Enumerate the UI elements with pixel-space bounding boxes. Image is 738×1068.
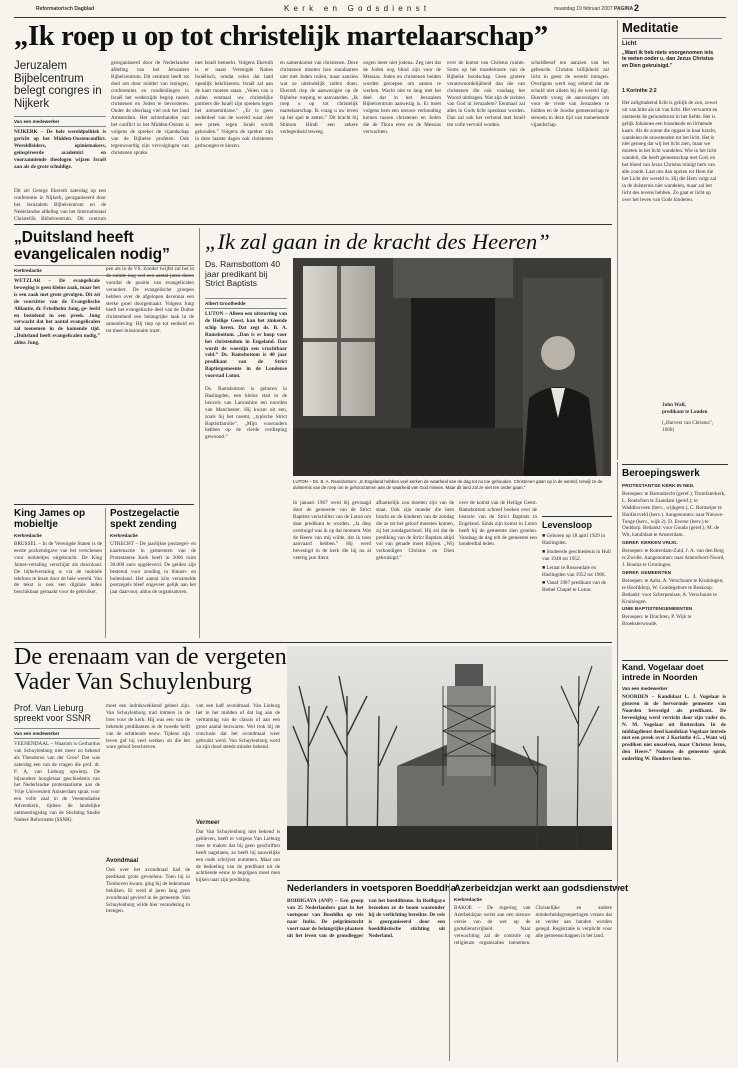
levensloop-item-4: ■ Vanaf 1967 predikant van de Bethel Chapel te Luton. <box>542 580 606 594</box>
hoofdplaat-photo-art <box>287 646 612 850</box>
middle-rule <box>14 642 612 643</box>
masthead-rule <box>14 17 726 18</box>
vermeer-head: Vermeer <box>196 820 220 826</box>
deck-rule <box>14 116 106 117</box>
meditatie-author: John Wall, <box>662 402 686 408</box>
heeren-col2: In januari 1967 werd hij gevraagd door de gemeente van de Strict Baptists verschillen van de Luton om daar predikant te worden. „Ja diep overtuigd was ik op dat moment. Wat de Heere van mij wilde, dat ik toen aanvaard hebben.” Hij werd bevestigd in de kerk die hij nu al veertig jaar dient. <box>293 500 371 562</box>
postzegel-headline: Postzegelactie spekt zending <box>110 508 180 530</box>
heeren-col1: Ds. Ramsbottom is geboren in Haslingden, een kleine stad in de heuvels van Lancashire ten noorden van Manchester. Hij kwam uit een, zoals hij het noemt, „typische Strict Baptistfamilie”. „Mijn voorouders hebben op de vierde verdieping gewoond.” <box>205 386 287 441</box>
meditatie-rule <box>622 38 722 39</box>
beroep-top-rule <box>622 464 728 465</box>
duitsland-col2: pen als in de VS. Zonder twijfel zal het in de ruimte nog wel een aantal jaren duren voordat de positie van evangelicalen verandert. De evangelische groepen hebben over de afgelopen decennia een sterke groei doorgemaakt. Volgens Jung heeft het evangelische deel van de Duitse christenheid een belangrijke taak in de samenleving. Hij riep op tot eenheid en tot meer missionaire inzet. <box>106 266 194 335</box>
kingjames-body: BRUSSEL – In de Verenigde Staten is de eerste pocketuitgave van het verschenen voor mobieltjes uitgebracht. De King James-vertaling verschijnt als download. De bijbelvertaling is via de mobiele telefoon te lezen door de hele wereld. Van de tekst is ook een digitale index beschikbaar gemaakt voor de gebruiker. <box>14 541 102 596</box>
duitsland-headline: „Duitsland heeft evangelicalen nodig” <box>14 229 170 263</box>
heeren-col4: over de komst van de Heilige Geest. Ramsbottom schreef boeken over de historie van de Strict Baptists in Engeland. Sinds zijn komst in Luton heeft hij de gemeente zien groeien. Vandaag de dag telt de gemeente een honderdtal leden. <box>459 500 537 548</box>
avondmaal-head: Avondmaal <box>106 858 139 864</box>
byline-rule <box>14 126 106 127</box>
beroep-group-3-text: Beroepen: te Aalst, A. Verschuure te Kruiningen; te Hoofddorp, W. Goedegebure te Boskoop. Bedankt: voor Scherpenisse, A. Verschuure te Kruiningen. <box>622 577 724 605</box>
lead-intro: NIJKERK – De hele wereldpolitiek is gericht op het Midden-Oostenconflict. Wereldleiders, opiniemakers, geïnspireerde academici en voorzanniende theologen wijzen Israël aan als de grote schuldige. <box>14 129 106 170</box>
ramsbottom-photo-art <box>293 258 611 476</box>
heeren-byline-rule <box>205 308 287 309</box>
meditatie-sub: Licht <box>622 41 637 47</box>
beroep-group-1 <box>622 484 726 539</box>
beroep-groups <box>622 484 726 659</box>
beroep-group-3-head: GEREF. GEMEENTEN <box>622 570 672 576</box>
levensloop-item-3: ■ Leraar te Rossendale en Haslingden van 1952 tot 1966. <box>542 564 606 578</box>
vogelaar-body: NOORDEN – Kandidaat L. J. Vogelaar is gisteren in de hervormde gemeente van Noorden bevestigd als predikant. De bevestiging werd verricht door zijn vader ds. N. M. Vogelaar uit Rotterdam. In de middagdienst deed kandidaat Vogelaar intrede met een preek over 2 Korinthe 4:5. „Want wij prediken niet onszelven, maar Christus Jezus, den Heere.” Namens de gemeente sprak ouderling W. Honders hem toe. <box>622 694 726 763</box>
ramsbottom-caption-text: LUTON – Ds. B. A. Ramsbottom: „In Engeland hebben veel kerken de waarheid van de dag tot nu toe gehouden. Christenen gaan op in de wereld, terwijl ze de duisternis van de roep om te gehoorzamen aan de waarheid van God missen. Maar dit land zal ze niet ten onder gaan.” <box>293 479 603 490</box>
erenaam-col1: VEENENDAAL – Waarom is Gerhardus van Schuylenburg niet meer zo bekend als Theodorus van der Groe? Dat was zaterdag een van de vragen die prof. dr. F. A. van Lieburg opwierp. De bijzondere hoogleraar geschiedenis van het Nederlandse protestantisme aan de Vrije Universiteit Amsterdam sprak voor een volle zaal in de Veenendaalse Adventkerk, tijdens de landelijke ontmoetingsdag van de Stichting Studie Nadere Reformatie (SSNR). <box>14 741 100 823</box>
levensloop-item-2: ■ Studeerde geschiedenis in Hull van 1948 tot 1952. <box>542 548 611 562</box>
meditatie-author-role: predikant te Londen <box>662 409 708 415</box>
levensloop-item-3-text: Leraar te Rossendale en Haslingden van 1952 tot 1966. <box>542 564 606 578</box>
beroep-group-4 <box>622 607 726 628</box>
beroep-group-1-text: Beroepen: te Barendrecht (geref.), Tromfaterkerk, L. Roelofsen te Zaandam (geref.); te Waddinxveen (herv., wijkgem.), C. Rotmeijer te Hardinxveld (herv.). Aangenomen: naar Nieuwe-Tonge (herv., wijk 2), D. Everse (herv.) te Ouddorp. Bedankt: voor Gouda (geref.), M. de Wit, kandidaat te Amsterdam. <box>622 490 726 539</box>
lead-byline: Van een medewerker <box>14 119 60 124</box>
hoofdplaat-photo <box>287 646 612 850</box>
heeren-headline: „Ik zal gaan in de kracht des Heeren” <box>205 229 550 254</box>
heeren-intro: LUTON – Alleen een uitstorting van de Heilige Geest, kan het zinkende schip keren. Dat zegt ds. B. A. Ramsbottom. „Dan is er hoop voor het christendom in Engeland. Dan wordt de woestijn een vruchtbaar veld.” Ds. Ramsbottom is 40 jaar predikant van de Strict Baptistgemeente in de Londense voorstad Luton. <box>205 311 287 380</box>
levensloop-item-4-text: Vanaf 1967 predikant van de Bethel Chapel te Luton. <box>542 580 606 594</box>
lead-col6: over de komst van Christus ruimte. Soms op het moedelooste van de Bijbelse boodschap. Geen grotere verantwoordelijkheid dan die van christenen die ook vandaag het Woord uitdragen. Wat zijn de rechten van God in Jeruzalem? Eenmaal zal alles in Gods licht openbaar worden. Dan zal ook het verbond met Israël ten volle vervuld worden. <box>447 60 525 129</box>
erenaam-col2: moet een indrukwekkend geheel zijn. Van Schuylenburg trad immers in de bres voor de kerk. Hij was een van de bekende predikanten in de tweede helft van de achttiende eeuw. Tijdens zijn leven gaf hij veel werken uit die het ware geloof beschreven. <box>106 703 190 751</box>
lead-col1: Dit zei George Ekeroth zaterdag op een conferentie in Nijkerk, georganiseerd door het Jeruzalem Bijbelcentrum en de Nederlandse afdeling van het Internationaal Christelijk Bijbelcentrum. Dit centrum <box>14 188 106 220</box>
erenaam-headline: De erenaam van de vergeten Vader Van Schuylenburg <box>14 644 287 695</box>
beroep-group-4-head: UNIE BAPTISTENGEMEENTEN <box>622 607 693 613</box>
paper-name: Reformatorisch Dagblad <box>36 6 95 12</box>
lower-rule <box>287 880 612 881</box>
heeren-deck: Ds. Ramsbottom 40 jaar predikant bij Strict Baptists <box>205 259 281 288</box>
lead-col5: oogen meer niet jodena. Zeg niet dat de Joden nog blind zijn voor de Messias. Joden en christenen beiden worden geroepen om samen te werken. Wacht niet te lang met het deel dat in het Jeruzalem Bijbelcentrum aanwezig is. Er moet volgens hem een nieuwe verhouding komen tussen christenen en Joden die de Thora eren en de Messias verwachten. <box>363 60 441 136</box>
postzegel-divider <box>105 508 106 638</box>
lead-col3: met Israël bemerkt. Volgens Ekeroth is er naast Verenigde Naties Israëlisch, omdat velen dat land openlijk bekritiseren. Israël zal aan de kant moeten staan. „Velen van u zullen eenmaal uw christelijke partners die Israël zijn spreken tegen het antisemitisme.” „Er is geen onderdeel van de wereld waar niet een preek tegen Israël wordt gehouden.” Volgens de spreker zijn in deze laatste dagen ook christenen gedwongen te kiezen. <box>195 60 273 149</box>
erenaam-byline: Van een medewerker <box>14 731 60 736</box>
vogelaar-headline: Kand. Vogelaar doet intrede in Noorden <box>622 662 704 682</box>
meditatie-body: Het zaligmakend licht is geliijk de zon, zowel uit van hitte als uit van licht. Het verwarmt en ontsteekt de gemoedsrust in het liefde. Het is gelijk Johannes een brandende en lichtende kaars. Als de zonne die opgaat in haar kracht, wandelen de onwetenden tot het licht. Het is niet genoeg dat wij het licht zien, maar we moeten in het licht wandelen. Wie in het licht wandelt, die heeft gemeenschap met God, en het bloed van Jezus Christus reinigt hem van alle zonde. Laat ons dan opzien tot Hem die het Licht der wereld is. Hij die Hem volgt zal in de duisternis niet wandelen, maar zal het licht des levens hebben. Zo gaat er licht op over het leven van Gods kinderen. <box>622 100 718 203</box>
section-title: K e r k e n G o d s d i e n s t <box>284 4 428 13</box>
meditatie-source: („Harvest van Christus”, 1666) <box>662 420 714 433</box>
kingjames-byline: Kerkredactie <box>14 533 42 538</box>
vogelaar-rule <box>622 660 728 661</box>
beroep-group-4-text: Beroepen: te Drachten, P. Wijk te Broeksterwoude. <box>622 614 692 628</box>
erenaam-col2b: Ook over het avondmaal had de predikant grote gevoelens. Toen hij in Tienhoven kwam, ging hij de ledenmaat bekijken. Er werd al jaren lang geen avondmaal gevierd in de gemeente. Van Schuylenburg wilde hier verandering in brengen. <box>106 867 190 915</box>
page-number: 2 <box>634 3 640 13</box>
beroep-divider <box>617 462 618 1062</box>
levensloop-item-1: ■ Geboren op 18 april 1929 in Haslingden. <box>542 533 606 546</box>
azer-byline: Kerkredactie <box>454 897 482 902</box>
lead-col4: en samenkomst van christenen. Deze christenen moeten hun standaarten niet met Joden ruilen, maar aanzien wat ze uiteindelijk zullen doen. Ekeroth riep de aanwezigen op de Bijbelse roeping te aanvaarden. „Ik roep u op tot christelijk martelaarschap. Ik vraag u uw leven op het spel te zetten.” Dit bracht bij Shimon Hindi een zekere verlegenheid teweeg. <box>280 60 358 136</box>
lead-headline: „Ik roep u op tot christelijk martelaarschap” <box>14 21 548 52</box>
lead-col7: schuldbesef ten aanzien van het gebeurde. Christus billijkheid zal licht in geest de wereld brengen. Overigens werd nog erkend dat de schuld niet alleen bij de wereld ligt. Ekeroth vroeg de aanwezigen om voor de vrede van Jeruzalem te bidden en de Joodse gemeenschap te steunen in deze tijd van toenemende vijandschap. <box>531 60 609 129</box>
masthead <box>14 4 726 16</box>
beroep-group-2-text: Beroepen: te Rotterdam-Zuid, J. A. van den Berg te Zwolle. Aangenomen: naar Amersfoort-Noord, J. Bouma te Groningen. <box>622 548 725 568</box>
postzegel-byline: Kerkredactie <box>110 533 138 538</box>
postzegel-body: UTRECHT – De jaarlijkse postzegel- en kaartenactie in gemeenten van de Protestantse Kerk heeft in 2006 ruim 30.000 euro opgeleverd. De gelden zijn bestemd voor zending in binnen- en buitenland. Het aantal kilo verzamelde postzegels bleef ongeveer gelijk aan het jaar daarvoor, aldus de organisatoren. <box>110 541 196 596</box>
erenaam-col4: Dat Van Schuylenburg niet bekend is gebleven, heeft er volgens Van Lieburg mee te maken dat hij geen geschriften heeft nagelaten, zo heeft hij nauwelijks een oude schrijver nummers. Maar om de bedoeling van de predikant uit de achttiende eeuw te begrijpen moet men kijken naar zijn prediking. <box>196 829 280 884</box>
lead-col2: georganiseerd door de Nederlandse afdeling van het Jeruzalem Bijbelcentrum. Dit centrum heeft tot doel om door middel van lezingen, conferenties en rondleidingen in Israël het wederzijds begrip tussen christenen en Joden te bevorderen. Onder de sfeerlaag viel ook het land Amsterdam. Het achterhanden van het conflict in het Midden-Oosten is volgens de spreker de vijandschap van de Bijbelse profeten. Ook tegenwoordig zijn vervolgingen van christenen sprake. <box>111 60 189 156</box>
azer-divider <box>449 883 450 1061</box>
duitsland-byline: Kerkredactie <box>14 268 42 273</box>
nederlanders-body: BODHGAYA (ANP) – Een groep van 25 Nederlanders gaat in het voetspoor van Boeddha op reis naar India. De pelgrimstocht voert naar de belangrijke plaatsen uit het leven van de grondlegger van het boeddhisme. In Bodhgaya bezoeken ze de boom waaronder hij de verlichting bereikte. De reis is georganiseerd door een boeddhistische stichting uit Nederland. <box>287 898 445 939</box>
meditatie-divider <box>617 20 618 460</box>
heeren-byline: Albert Groothedde <box>205 301 246 306</box>
nederlanders-headline: Nederlanders in voetsporen Boeddha <box>287 883 456 894</box>
ramsbottom-photo <box>293 258 611 476</box>
meditatie-quote: „Want ik heb niets voorgenomen iets te weten onder u, dan Jezus Christus en Dien gekruisigd.” <box>622 50 714 69</box>
hoofdplaat-caption <box>287 852 612 876</box>
erenaam-deck: Prof. Van Lieburg spreekt voor SSNR <box>14 703 92 723</box>
heeren-divider <box>199 228 200 638</box>
heeren-col3: afhankelijk zou moeten zijn van de staat. Ook zijn moeder die hem bracht en de kinderen van de zondag die ze tot het geloof moesten komen, zij het zondagsschool. Hij zei dat de prediking van de Strict Baptists altijd vol van genade moet blijven. „Wij verkondigen Christus en Dien gekruisigd.” <box>376 500 454 562</box>
meditatie-ref: 1 Korinthe 2:2 <box>622 88 657 94</box>
levensloop-title: Levensloop <box>542 520 593 530</box>
beroep-group-3 <box>622 571 726 606</box>
lead-deck: Jeruzalem Bijbelcentrum belegt congres in Nijkerk <box>14 60 102 110</box>
meditatie-title: Meditatie <box>622 20 679 35</box>
small-articles-rule <box>14 504 194 505</box>
beroep-group-2 <box>622 541 726 569</box>
kingjames-headline: King James op mobieltje <box>14 508 86 530</box>
levensloop-item-1-text: Geboren op 18 april 1929 in Haslingden. <box>542 533 606 546</box>
heeren-deck-rule <box>205 298 287 299</box>
azer-headline: Azerbeidzjan werkt aan godsdienstwet <box>454 883 629 894</box>
page-label: PAGINA <box>614 6 634 12</box>
vogelaar-byline: Van een medewerker <box>622 686 668 691</box>
beroep-title: Beroepingswerk <box>622 468 700 479</box>
lead-bottom-rule <box>14 224 612 225</box>
levensloop-item-2-text: Studeerde geschiedenis in Hull van 1948 tot 1952. <box>542 548 611 562</box>
duitsland-col1: WETZLAR – De evangelicale beweging is geen kleine zaak, maar het is een zaak met grote gevolgen. Dit zei de voorzitter van de Evangelische Alliantie, dr. Friedhelm Jung, ge- leefd en bezielend in een preek. Jung verwacht dat het aantal evangelicalen zal toenemen in de komende tijd. „Duitsland heeft evangelicalen nodig,” aldus Jung. <box>14 278 100 347</box>
issue-date: maandag 19 februari 2007 <box>554 6 613 12</box>
erenaam-col3: van een half avondmaal. Van Lieburg liet in het midden of dat lag aan de vertraming van de classis of aan een groot aantal bezwaren. Wel trok hij de conclusie dat het avondmaal weer gebruikt werd. Van Schuylenburg werd na zijn dood steeds minder bekend. <box>196 703 280 751</box>
levensloop-box <box>542 516 612 638</box>
beroep-group-1-head: PROTESTANTSE KERK IN NED. <box>622 484 695 489</box>
erenaam-byline-rule <box>14 738 100 739</box>
meditatie-box <box>622 20 730 460</box>
erenaam-deck-rule <box>14 728 100 729</box>
beroep-group-2-head: GEREF. KERKEN VRIJG. <box>622 541 678 547</box>
ramsbottom-caption <box>293 479 611 496</box>
azer-body: BAKOE – De regering van Azerbeidzjan werkt aan een nieuwe versie van de wet op de godsdienstvrijheid. Naar verwachting zal de controle op religieuze organisaties toenemen. Christelijke en andere minderheidsgroeperingen vrezen dat ze verder aan banden worden gelegd. Registratie is verplicht voor alle gemeenschappen in het land. <box>454 905 612 946</box>
